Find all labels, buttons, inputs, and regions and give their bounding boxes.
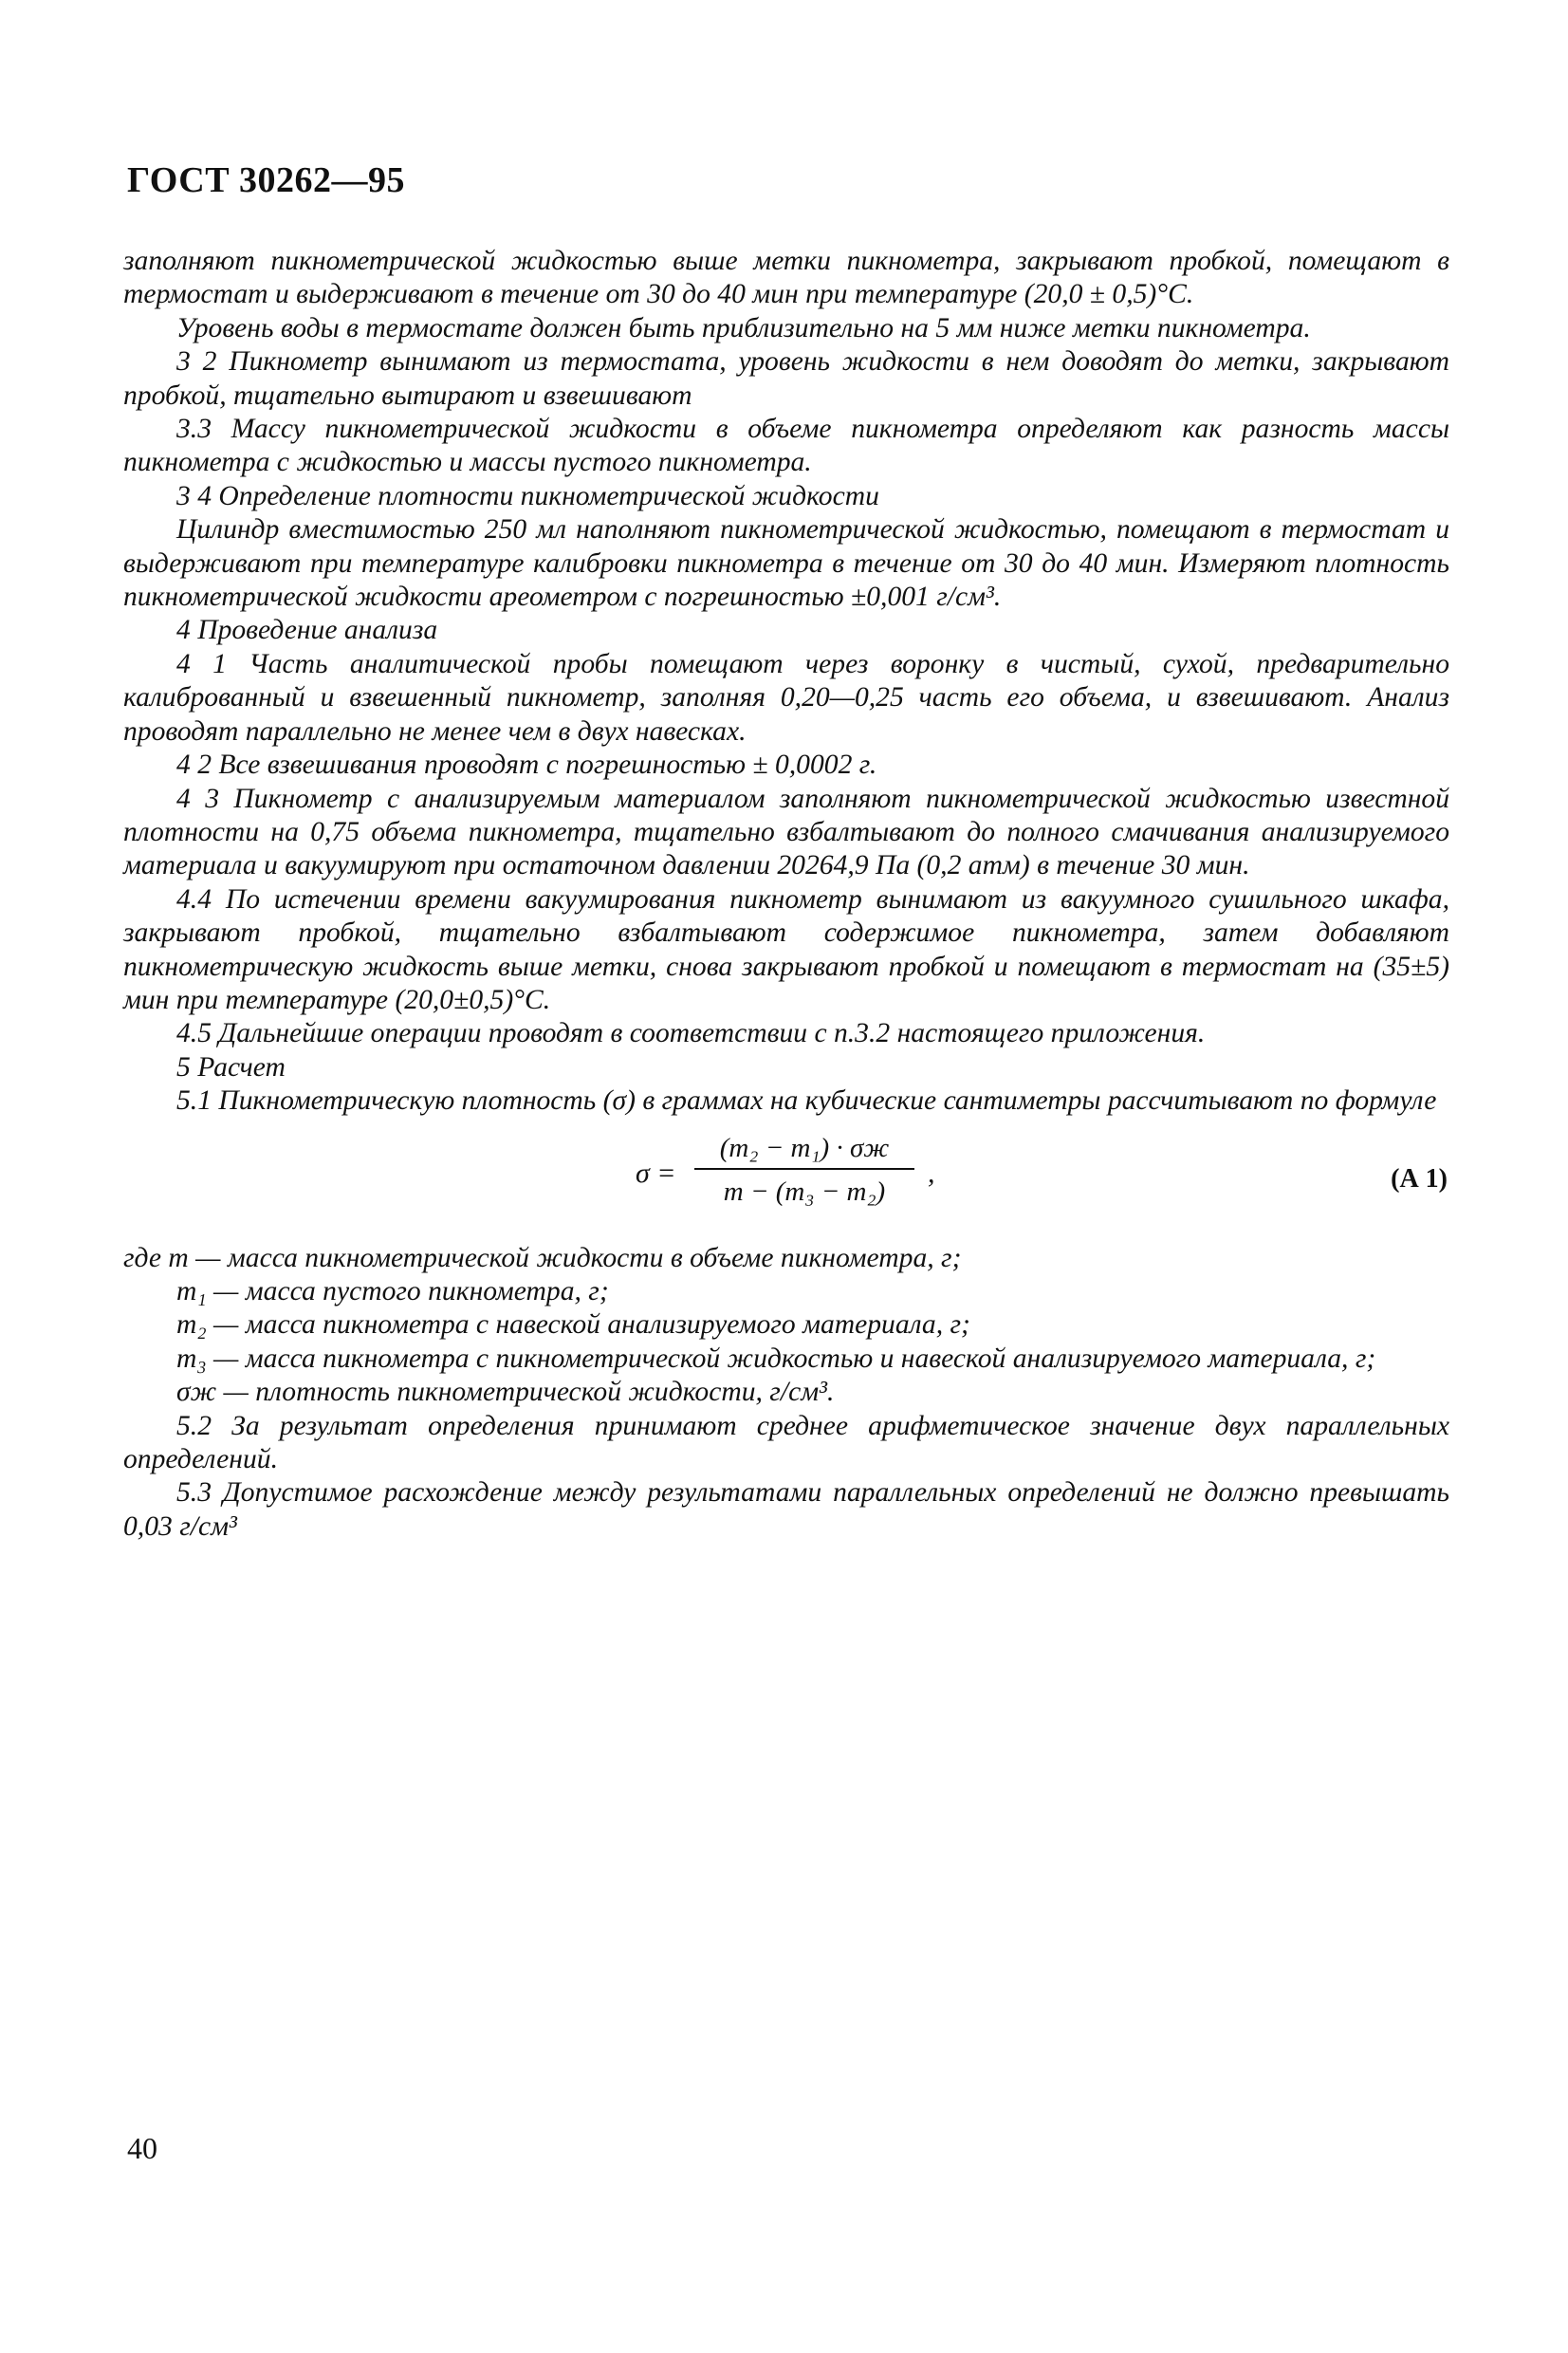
document-body: [123, 245, 1449, 1544]
paragraph: 5.2 За результат определения принимают среднее арифметическое значение двух параллельных определений.: [123, 1410, 1449, 1474]
fraction-bar: [694, 1168, 914, 1170]
paragraph: 4.5 Дальнейшие операции проводят в соответствии с п.3.2 настоящего приложения.: [176, 1018, 1206, 1049]
paragraph: 4 3 Пикнометр с анализируемым материалом заполняют пикнометрической жидкостью известной плотности на 0,75 объема пикнометра, тщательно взбалтывают до полного смачивания анализируемого материала и вакуумируют при остаточном давлении 20264,9 Па (0,2 атм) в течение 30 мин.: [123, 783, 1449, 881]
formula-number: (А 1): [1391, 1163, 1448, 1194]
section-heading: 4 Проведение анализа: [176, 615, 438, 646]
definition-item: где m — масса пикнометрической жидкости в объеме пикнометра, г;: [123, 1242, 962, 1273]
formula-denominator: m − (m₃ − m₂): [723, 1176, 886, 1207]
section-heading: 3 4 Определение плотности пикнометрической жидкости: [176, 480, 879, 511]
density-formula: [123, 1130, 1449, 1217]
paragraph: 4.4 По истечении времени вакуумирования пикнометр вынимают из вакуумного сушильного шкафа, закрывают пробкой, тщательно взбалтывают содержимое пикнометра, затем добавляют пикнометрическую жидкость выше метки, снова закрывают пробкой и помещают в термостат на (35±5) мин при температуре (20,0±0,5)°С.: [123, 883, 1449, 1015]
formula-lhs: σ =: [636, 1157, 676, 1189]
formula-comma: ,: [928, 1157, 935, 1189]
paragraph: Цилиндр вместимостью 250 мл наполняют пикнометрической жидкостью, помещают в термостат и выдерживают при температуре калибровки пикнометра в течение от 30 до 40 мин. Измеряют плотность пикнометрической жидкости ареометром с погрешностью ±0,001 г/см³.: [123, 514, 1449, 613]
page-number: 40: [127, 2131, 157, 2165]
definition-item: m₃ — масса пикнометра с пикнометрической жидкостью и навеской анализируемого материала, г;: [176, 1343, 1376, 1374]
section-heading: 5 Расчет: [176, 1051, 286, 1083]
definition-item: σж — плотность пикнометрической жидкости, г/см³.: [176, 1377, 835, 1408]
paragraph: 5.3 Допустимое расхождение между результатами параллельных определений не должно превышать 0,03 г/см³: [123, 1477, 1449, 1542]
definitions: [123, 1242, 1449, 1545]
document-header: ГОСТ 30262—95: [127, 160, 406, 200]
paragraph: 5.1 Пикнометрическую плотность (σ) в граммах на кубические сантиметры рассчитывают по формуле: [176, 1085, 1437, 1117]
paragraph: 3.3 Массу пикнометрической жидкости в объеме пикнометра определяют как разность массы пикнометра с жидкостью и массы пустого пикнометра.: [123, 414, 1449, 478]
paragraph: заполняют пикнометрической жидкостью выше метки пикнометра, закрывают пробкой, помещают в термостат и выдерживают в течение от 30 до 40 мин при температуре (20,0 ± 0,5)°С.: [123, 246, 1449, 310]
paragraph: Уровень воды в термостате должен быть приблизительно на 5 мм ниже метки пикнометра.: [176, 312, 1311, 343]
definition-item: m₂ — масса пикнометра с навеской анализируемого материала, г;: [176, 1309, 970, 1341]
paragraph: 3 2 Пикнометр вынимают из термостата, уровень жидкости в нем доводят до метки, закрывают пробкой, тщательно вытирают и взвешивают: [123, 346, 1449, 411]
paragraph: 4 2 Все взвешивания проводят с погрешностью ± 0,0002 г.: [176, 750, 877, 781]
formula-numerator: (m₂ − m₁) · σж: [719, 1132, 890, 1163]
definition-item: m₁ — масса пустого пикнометра, г;: [176, 1275, 609, 1306]
paragraph: 4 1 Часть аналитической пробы помещают через воронку в чистый, сухой, предварительно калиброванный и взвешенный пикнометр, заполняя 0,20—0,25 часть его объема, и взвешивают. Анализ проводят параллельно не менее чем в двух навесках.: [123, 648, 1449, 747]
formula-fraction: [694, 1130, 914, 1210]
